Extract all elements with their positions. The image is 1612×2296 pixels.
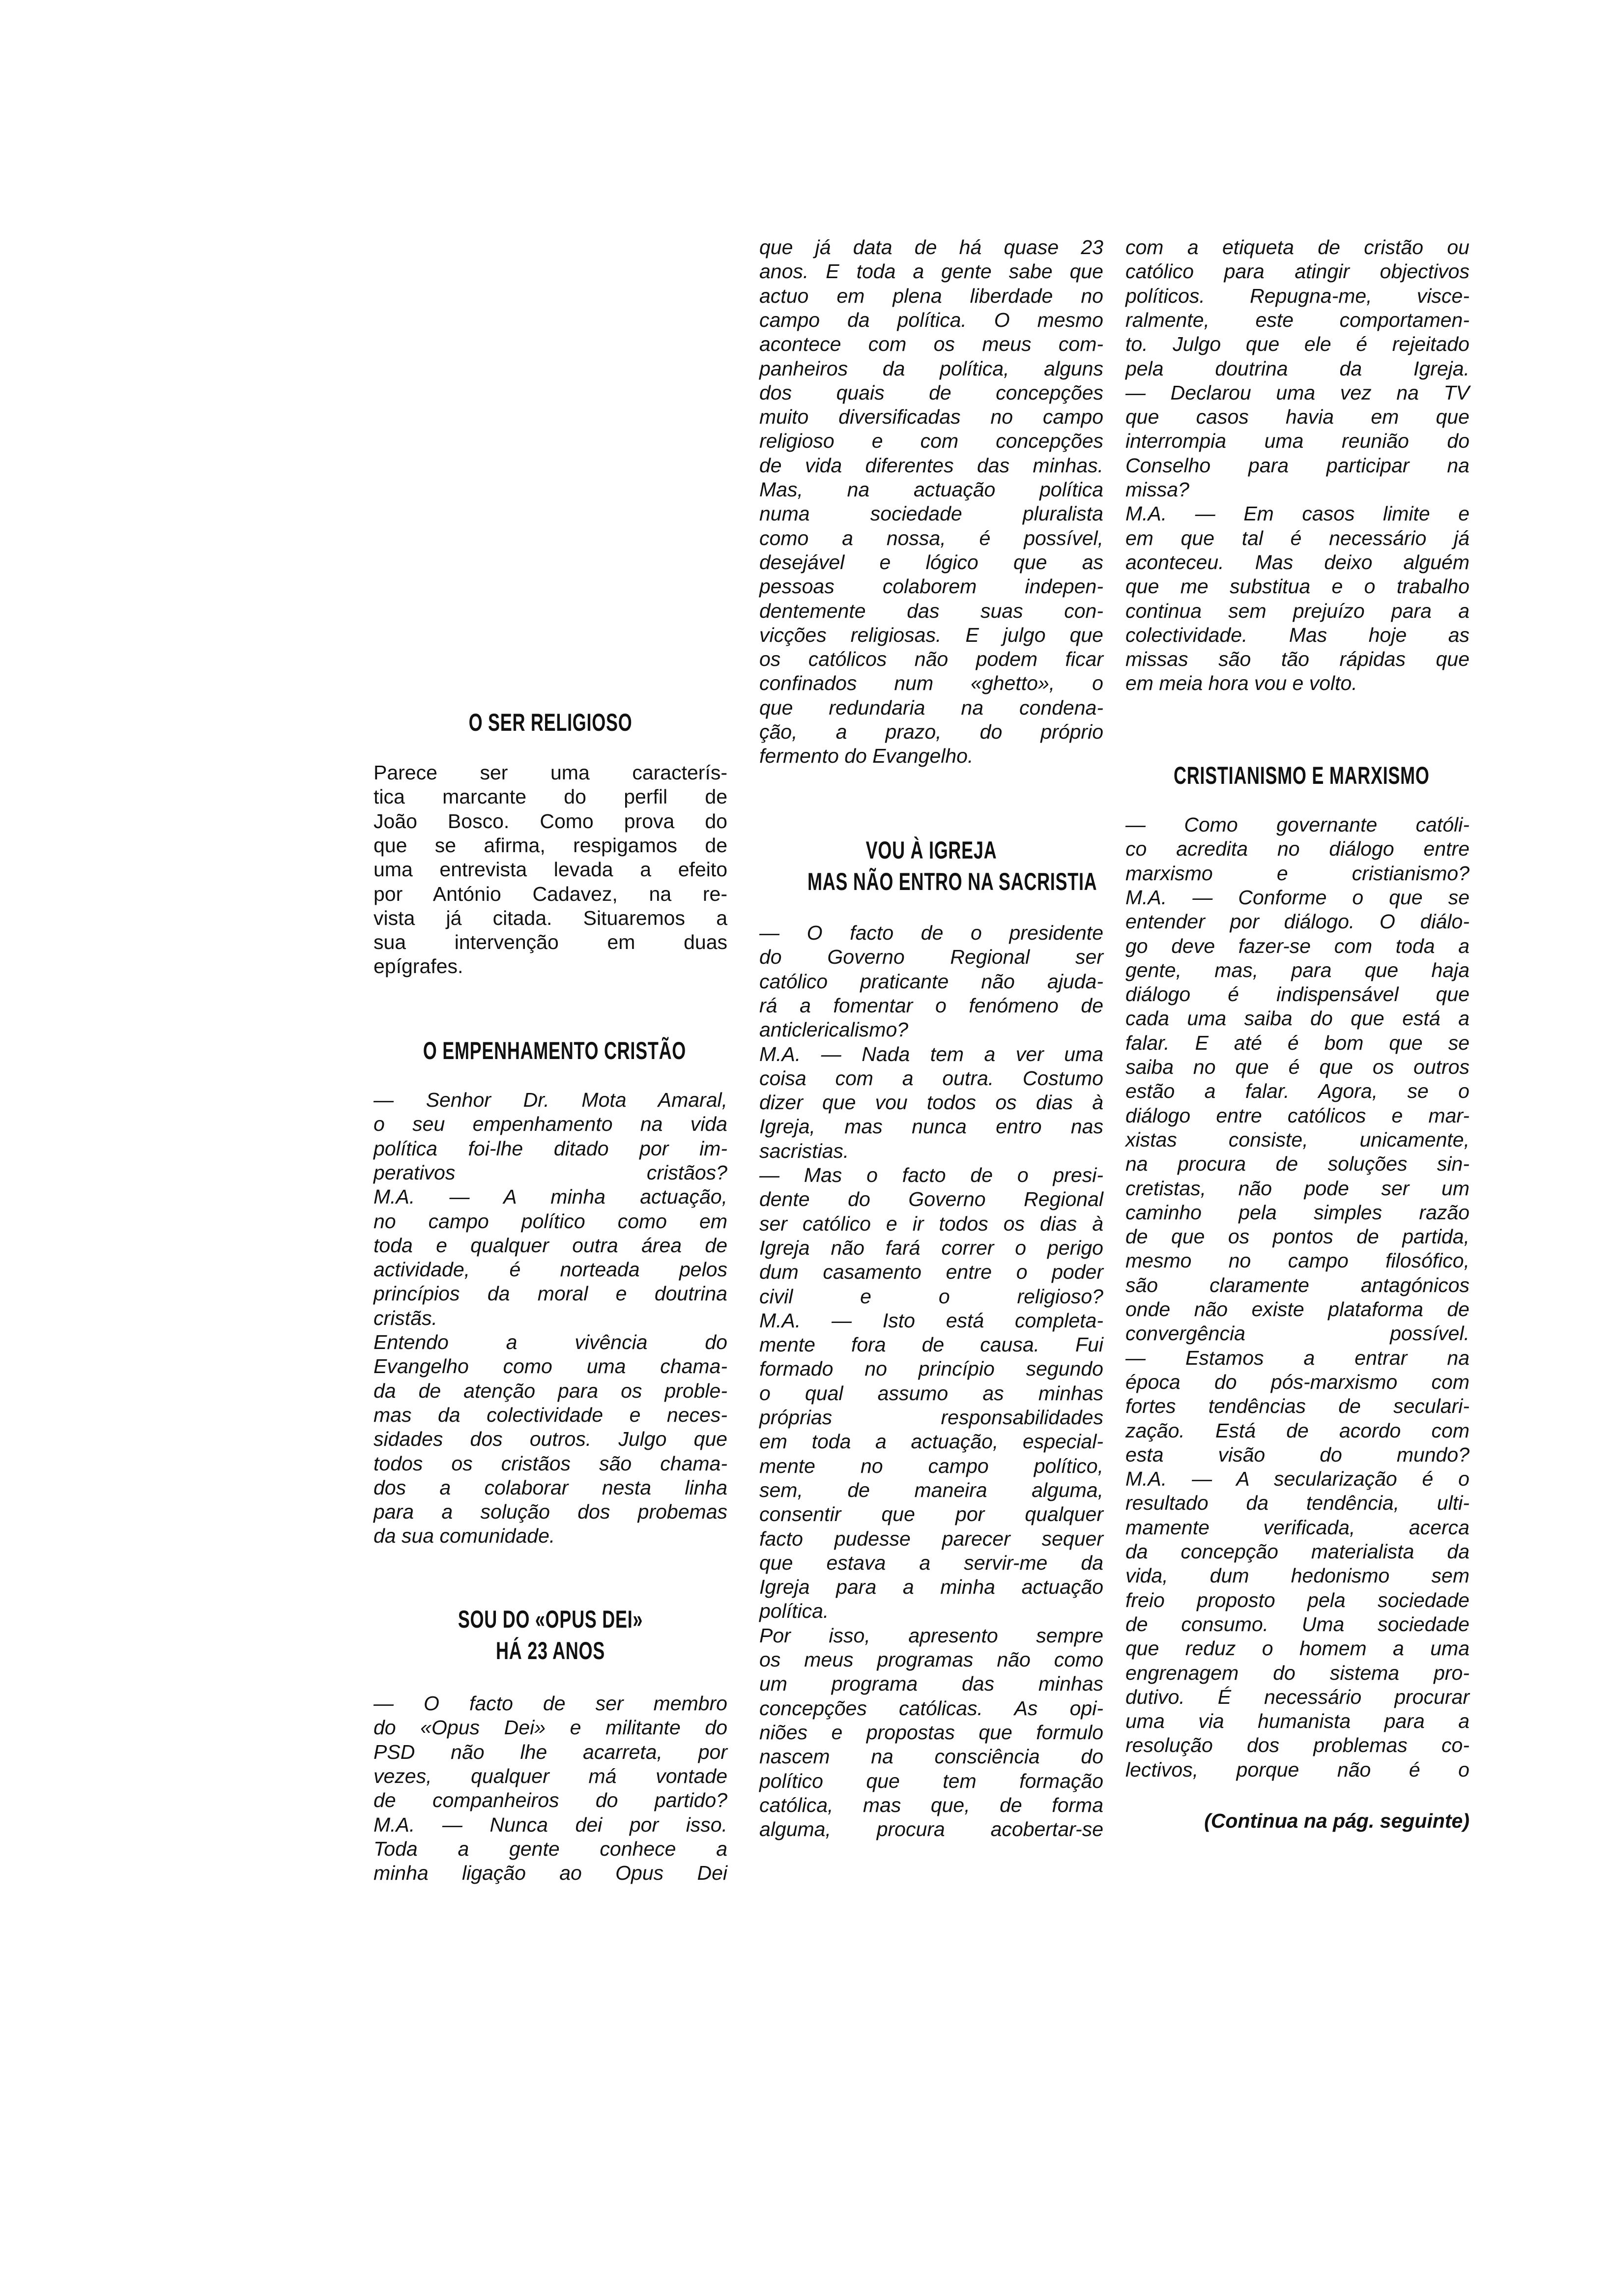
text-line: fermento do Evangelho. (759, 745, 974, 768)
text-line: facto pudesse parecer sequer (759, 1527, 1103, 1550)
text-line: religioso e com concepções (759, 430, 1103, 453)
text-line: João Bosco. Como prova do (374, 809, 727, 832)
text-line: da sua comunidade. (374, 1524, 555, 1548)
text-line: dizer que vou todos os dias à (759, 1091, 1103, 1114)
text-line: Evangelho como uma chama- (374, 1355, 727, 1378)
text-line: política. (759, 1600, 829, 1623)
text-line: vezes, qualquer má vontade (374, 1764, 727, 1787)
text-line: desejável e lógico que as (759, 550, 1103, 574)
text-line: onde não existe plataforma de (1125, 1298, 1469, 1320)
text-line: no campo político como em (374, 1209, 727, 1233)
text-line: o qual assumo as minhas (759, 1381, 1103, 1405)
heading-line: MAS NÃO ENTRO NA SACRISTIA (807, 868, 1097, 895)
text-line: continua sem prejuízo para a (1125, 599, 1469, 622)
text-line: Igreja não fará correr o perigo (759, 1236, 1103, 1259)
text-line: sacristias. (759, 1139, 849, 1162)
text-line: vista já citada. Situaremos a (374, 906, 727, 929)
text-line: de consumo. Uma sociedade (1125, 1612, 1469, 1636)
text-line: anticlericalismo? (759, 1018, 909, 1041)
text-line: resolução dos problemas co- (1125, 1734, 1469, 1757)
text-line: diálogo entre católicos e mar- (1125, 1104, 1469, 1127)
text-line: católico para atingir objectivos (1125, 260, 1469, 283)
text-line: vicções religiosas. E julgo que (759, 623, 1103, 646)
text-line: época do pós-marxismo com (1125, 1370, 1469, 1393)
text-line: dente do Governo Regional (759, 1188, 1103, 1211)
text-line: — Como governante católi- (1125, 813, 1469, 836)
text-line: Mas, na actuação política (759, 478, 1103, 501)
text-line: concepções católicas. As opi- (759, 1696, 1103, 1720)
text-line: próprias responsabilidades (759, 1406, 1103, 1429)
text-line: M.A. — Em casos limite e (1125, 502, 1469, 525)
text-line: dum casamento entre o poder (759, 1261, 1103, 1284)
text-line: sem, de maneira alguma, (759, 1478, 1103, 1501)
text-line: — O facto de o presidente (759, 921, 1103, 944)
text-line: mente fora de causa. Fui (759, 1333, 1103, 1356)
text-line: que se afirma, respigamos de (374, 833, 727, 857)
text-line: numa sociedade pluralista (759, 502, 1103, 525)
text-line: campo da política. O mesmo (759, 308, 1103, 331)
text-line: freio proposto pela sociedade (1125, 1588, 1469, 1611)
text-line: sidades dos outros. Julgo que (374, 1428, 727, 1451)
text-line: do «Opus Dei» e militante do (374, 1716, 727, 1739)
text-line: epígrafes. (374, 955, 463, 978)
heading-line: CRISTIANISMO E MARXISMO (1174, 762, 1430, 789)
text-line: formado no princípio segundo (759, 1357, 1103, 1380)
text-line: princípios da moral e doutrina (374, 1282, 727, 1305)
text-line: — Estamos a entrar na (1125, 1346, 1469, 1369)
heading-line: VOU À IGREJA (865, 836, 997, 864)
text-line: M.A. — Nunca dei por isso. (374, 1813, 727, 1836)
text-line: actividade, é norteada pelos (374, 1258, 727, 1281)
text-line: M.A. — Isto está completa- (759, 1309, 1103, 1332)
text-line: católica, mas que, de forma (759, 1793, 1103, 1816)
text-line: minha ligação ao Opus Dei (374, 1862, 727, 1885)
text-line: de vida diferentes das minhas. (759, 454, 1103, 477)
text-line: coisa com a outra. Costumo (759, 1066, 1103, 1090)
text-line: to. Julgo que ele é rejeitado (1125, 333, 1469, 356)
text-line: como a nossa, é possível, (759, 526, 1103, 549)
text-line: missa? (1125, 478, 1189, 501)
text-line: com a etiqueta de cristão ou (1125, 236, 1469, 258)
text-line: M.A. — A minha actuação, (374, 1185, 727, 1208)
text-line: vida, dum hedonismo sem (1125, 1564, 1469, 1587)
text-line: o seu empenhamento na vida (374, 1113, 727, 1136)
text-line: mesmo no campo filosófico, (1125, 1249, 1469, 1272)
text-line: em que tal é necessário já (1125, 526, 1469, 549)
text-line: todos os cristãos são chama- (374, 1452, 727, 1475)
text-line: católico praticante não ajuda- (759, 970, 1103, 993)
text-line: — O facto de ser membro (374, 1692, 727, 1715)
text-line: Entendo a vivência do (374, 1331, 727, 1353)
text-line: go deve fazer-se com toda a (1125, 934, 1469, 957)
heading-line: SOU DO «OPUS DEI» (458, 1606, 643, 1633)
text-line: políticos. Repugna-me, visce- (1125, 284, 1469, 307)
text-line: são claramente antagónicos (1125, 1273, 1469, 1296)
text-line: um programa das minhas (759, 1672, 1103, 1695)
text-line: PSD não lhe acarreta, por (374, 1740, 727, 1763)
text-line: em meia hora vou e volto. (1125, 672, 1357, 695)
text-line: entender por diálogo. O diálo- (1125, 910, 1469, 933)
text-line: pessoas colaborem indepen- (759, 575, 1103, 598)
text-line: em toda a actuação, especial- (759, 1430, 1103, 1453)
text-line: confinados num «ghetto», o (759, 672, 1103, 695)
text-line: estão a falar. Agora, se o (1125, 1080, 1469, 1103)
text-line: interrompia uma reunião do (1125, 430, 1469, 453)
text-line: saiba no que é que os outros (1125, 1056, 1469, 1078)
text-line: tica marcante do perfil de (374, 785, 727, 808)
text-line: cristãs. (374, 1306, 437, 1329)
text-line: dutivo. É necessário procurar (1125, 1685, 1469, 1708)
text-line: niões e propostas que formulo (759, 1721, 1103, 1744)
text-line: por António Cadavez, na re- (374, 882, 727, 905)
text-line: de que os pontos de partida, (1125, 1225, 1469, 1248)
text-line: política foi-lhe ditado por im- (374, 1137, 727, 1160)
text-line: falar. E até é bom que se (1125, 1031, 1469, 1054)
text-line: que redundaria na condena- (759, 696, 1103, 719)
text-line: civil e o religioso? (759, 1285, 1103, 1308)
text-line: do Governo Regional ser (759, 946, 1103, 969)
text-line: caminho pela simples razão (1125, 1201, 1469, 1224)
text-line: mente no campo político, (759, 1454, 1103, 1477)
text-line: mamente verificada, acerca (1125, 1516, 1469, 1539)
text-line: M.A. — Conforme o que se (1125, 886, 1469, 909)
text-line: cada uma saiba do que está a (1125, 1007, 1469, 1030)
text-line: Toda a gente conhece a (374, 1837, 727, 1860)
text-line: anos. E toda a gente sabe que (759, 260, 1103, 283)
text-line: xistas consiste, unicamente, (1125, 1128, 1469, 1151)
text-line: que estava a servir-me da (759, 1551, 1103, 1574)
text-line: Igreja, mas nunca entro nas (759, 1115, 1103, 1138)
text-line: M.A. — A secularização é o (1125, 1467, 1469, 1491)
text-line: pela doutrina da Igreja. (1125, 357, 1469, 380)
text-line: — Declarou uma vez na TV (1125, 381, 1469, 404)
text-line: os meus programas não como (759, 1648, 1103, 1671)
text-line: aconteceu. Mas deixo alguém (1125, 550, 1469, 574)
text-line: — Mas o facto de o presi- (759, 1164, 1103, 1186)
text-line: — Senhor Dr. Mota Amaral, (374, 1089, 727, 1111)
text-line: mas da colectividade e neces- (374, 1403, 727, 1426)
text-line: M.A. — Nada tem a ver uma (759, 1042, 1103, 1065)
text-line: dos a colaborar nesta linha (374, 1476, 727, 1499)
text-line: actuo em plena liberdade no (759, 284, 1103, 307)
text-line: zação. Está de acordo com (1125, 1419, 1469, 1442)
text-line: na procura de soluções sin- (1125, 1152, 1469, 1176)
text-line: fortes tendências de seculari- (1125, 1395, 1469, 1418)
text-line: panheiros da política, alguns (759, 357, 1103, 380)
text-line: perativos cristãos? (374, 1161, 727, 1184)
text-line: consentir que por qualquer (759, 1503, 1103, 1526)
text-line: sua intervenção em duas (374, 931, 727, 954)
text-line: alguma, procura acobertar-se (759, 1818, 1103, 1841)
heading-line: O EMPENHAMENTO CRISTÃO (423, 1037, 687, 1064)
text-line: Parece ser uma caracterís- (374, 761, 727, 784)
text-line: gente, mas, para que haja (1125, 958, 1469, 981)
text-line: da concepção materialista da (1125, 1540, 1469, 1563)
text-line: acontece com os meus com- (759, 333, 1103, 356)
text-line: missas são tão rápidas que (1125, 648, 1469, 671)
text-line: que reduz o homem a uma (1125, 1637, 1469, 1660)
text-line: co acredita no diálogo entre (1125, 837, 1469, 861)
text-line: cretistas, não pode ser um (1125, 1177, 1469, 1200)
text-line: colectividade. Mas hoje as (1125, 623, 1469, 646)
heading-line: HÁ 23 ANOS (496, 1637, 605, 1665)
text-line: Conselho para participar na (1125, 454, 1469, 477)
text-line: uma entrevista levada a efeito (374, 858, 727, 881)
text-line: dos quais de concepções (759, 381, 1103, 404)
text-line: ralmente, este comportamen- (1125, 308, 1469, 331)
text-line: da de atenção para os proble- (374, 1379, 727, 1402)
text-line: convergência possível. (1125, 1322, 1469, 1345)
footnote-line: (Continua na pág. seguinte) (1204, 1809, 1469, 1832)
text-line: que casos havia em que (1125, 405, 1469, 429)
text-line: uma via humanista para a (1125, 1710, 1469, 1733)
text-line: marxismo e cristianismo? (1125, 861, 1469, 885)
text-line: que já data de há quase 23 (759, 236, 1103, 258)
text-line: político que tem formação (759, 1769, 1103, 1792)
text-line: lectivos, porque não é o (1125, 1758, 1469, 1781)
text-line: diálogo é indispensável que (1125, 983, 1469, 1006)
text-line: toda e qualquer outra área de (374, 1234, 727, 1257)
text-line: engrenagem do sistema pro- (1125, 1661, 1469, 1684)
text-line: ser católico e ir todos os dias à (759, 1212, 1103, 1235)
heading-line: O SER RELIGIOSO (468, 709, 633, 736)
text-line: resultado da tendência, ulti- (1125, 1492, 1469, 1515)
text-line: os católicos não podem ficar (759, 648, 1103, 671)
text-line: muito diversificadas no campo (759, 405, 1103, 429)
text-line: Por isso, apresento sempre (759, 1624, 1103, 1647)
text-line: para a solução dos probemas (374, 1500, 727, 1523)
text-line: Igreja para a minha actuação (759, 1576, 1103, 1599)
text-line: esta visão do mundo? (1125, 1443, 1469, 1466)
text-line: ção, a prazo, do próprio (759, 720, 1103, 743)
text-line: nascem na consciência do (759, 1745, 1103, 1768)
text-line: que me substitua e o trabalho (1125, 575, 1469, 598)
text-line: de companheiros do partido? (374, 1789, 727, 1812)
text-line: rá a fomentar o fenómeno de (759, 994, 1103, 1017)
text-line: dentemente das suas con- (759, 599, 1103, 622)
